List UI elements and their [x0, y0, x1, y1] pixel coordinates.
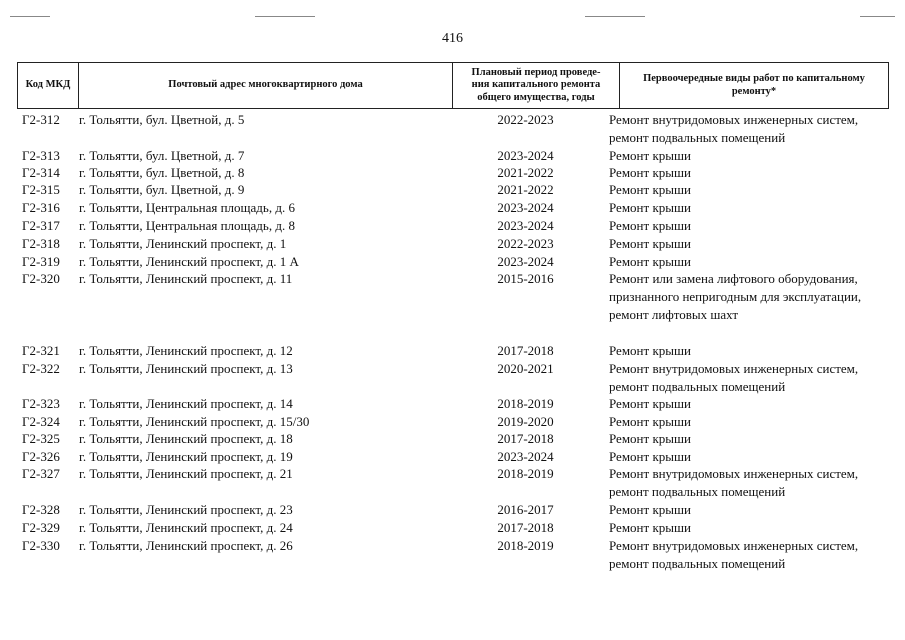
page-number: 416 [442, 31, 463, 46]
priority-works [609, 395, 889, 413]
repair-period: 2023-2024 [497, 200, 554, 215]
priority-works [609, 253, 889, 271]
priority-works [609, 430, 889, 448]
priority-works [609, 537, 889, 573]
postal-address: г. Тольятти, Ленинский проспект, д. 23 [79, 502, 293, 517]
priority-works-line: Ремонт крыши [609, 343, 691, 358]
header-period-line: общего имущества, годы [477, 91, 595, 103]
header-works-line: Первоочередные виды работ по капитальному [643, 73, 865, 84]
postal-address: г. Тольятти, бул. Цветной, д. 8 [79, 165, 245, 180]
postal-address: г. Тольятти, бул. Цветной, д. 5 [79, 112, 245, 127]
repair-period: 2018-2019 [497, 538, 554, 553]
priority-works-line: Ремонт крыши [609, 254, 691, 269]
mkd-code: Г2-326 [22, 449, 60, 464]
postal-address: г. Тольятти, Ленинский проспект, д. 15/30 [79, 414, 310, 429]
mkd-code: Г2-330 [22, 538, 60, 553]
mkd-code: Г2-315 [22, 182, 60, 197]
mkd-code: Г2-320 [22, 271, 60, 286]
header-works [620, 63, 888, 108]
scan-artifact [255, 16, 315, 17]
priority-works-line: Ремонт крыши [609, 182, 691, 197]
priority-works [609, 501, 889, 519]
mkd-code: Г2-325 [22, 431, 60, 446]
priority-works-line: ремонт подвальных помещений [609, 484, 786, 499]
priority-works [609, 147, 889, 165]
repair-period: 2023-2024 [497, 254, 554, 269]
postal-address: г. Тольятти, Ленинский проспект, д. 24 [79, 520, 293, 535]
priority-works-line: Ремонт внутридомовых инженерных систем, [609, 361, 859, 376]
priority-works-line: ремонт подвальных помещений [609, 556, 786, 571]
priority-works [609, 164, 889, 182]
postal-address: г. Тольятти, Ленинский проспект, д. 18 [79, 431, 293, 446]
priority-works [609, 199, 889, 217]
repair-period: 2017-2018 [497, 520, 554, 535]
repair-period: 2017-2018 [497, 343, 554, 358]
postal-address: г. Тольятти, Центральная площадь, д. 8 [79, 218, 295, 233]
postal-address: г. Тольятти, бул. Цветной, д. 7 [79, 148, 245, 163]
priority-works-line: Ремонт крыши [609, 148, 691, 163]
priority-works-line: Ремонт крыши [609, 414, 691, 429]
repair-period: 2023-2024 [497, 218, 554, 233]
postal-address: г. Тольятти, Ленинский проспект, д. 26 [79, 538, 293, 553]
priority-works-line: Ремонт крыши [609, 502, 691, 517]
scan-artifact [860, 16, 895, 17]
mkd-code: Г2-313 [22, 148, 60, 163]
priority-works [609, 235, 889, 253]
priority-works-line: Ремонт внутридомовых инженерных систем, [609, 112, 859, 127]
header-period [453, 63, 620, 108]
postal-address: г. Тольятти, Ленинский проспект, д. 14 [79, 396, 293, 411]
mkd-code: Г2-323 [22, 396, 60, 411]
postal-address: г. Тольятти, Ленинский проспект, д. 19 [79, 449, 293, 464]
header-period-line: Плановый период проведе- [471, 66, 601, 78]
priority-works-line: ремонт подвальных помещений [609, 130, 786, 145]
repair-period: 2017-2018 [497, 431, 554, 446]
repair-period: 2023-2024 [497, 148, 554, 163]
postal-address: г. Тольятти, Ленинский проспект, д. 12 [79, 343, 293, 358]
priority-works [609, 448, 889, 466]
repair-period: 2022-2023 [497, 236, 554, 251]
mkd-code: Г2-322 [22, 361, 60, 376]
priority-works [609, 217, 889, 235]
priority-works [609, 181, 889, 199]
mkd-code: Г2-324 [22, 414, 60, 429]
postal-address: г. Тольятти, Ленинский проспект, д. 1 А [79, 254, 299, 269]
postal-address: г. Тольятти, Ленинский проспект, д. 13 [79, 361, 293, 376]
priority-works-line: ремонт подвальных помещений [609, 379, 786, 394]
repair-period: 2023-2024 [497, 449, 554, 464]
repair-period: 2019-2020 [497, 414, 554, 429]
mkd-code: Г2-319 [22, 254, 60, 269]
repair-period: 2015-2016 [497, 271, 554, 286]
priority-works-line: Ремонт или замена лифтового оборудования, [609, 271, 858, 286]
priority-works [609, 342, 889, 360]
mkd-code: Г2-329 [22, 520, 60, 535]
postal-address: г. Тольятти, Центральная площадь, д. 6 [79, 200, 295, 215]
priority-works [609, 465, 889, 501]
mkd-code: Г2-321 [22, 343, 60, 358]
priority-works-line: Ремонт внутридомовых инженерных систем, [609, 538, 859, 553]
priority-works-line: Ремонт крыши [609, 396, 691, 411]
priority-works-line: ремонт лифтовых шахт [609, 307, 739, 322]
postal-address: г. Тольятти, бул. Цветной, д. 9 [79, 182, 245, 197]
priority-works [609, 413, 889, 431]
postal-address: г. Тольятти, Ленинский проспект, д. 11 [79, 271, 293, 286]
mkd-code: Г2-312 [22, 112, 60, 127]
priority-works [609, 111, 889, 147]
repair-period: 2022-2023 [497, 112, 554, 127]
priority-works-line: Ремонт внутридомовых инженерных систем, [609, 466, 859, 481]
mkd-code: Г2-317 [22, 218, 60, 233]
table-header [17, 62, 889, 109]
repair-period: 2018-2019 [497, 466, 554, 481]
priority-works-line: Ремонт крыши [609, 200, 691, 215]
priority-works [609, 519, 889, 537]
priority-works-line: признанного непригодным для эксплуатации, [609, 289, 862, 304]
postal-address: г. Тольятти, Ленинский проспект, д. 21 [79, 466, 293, 481]
priority-works-line: Ремонт крыши [609, 520, 691, 535]
priority-works-line: Ремонт крыши [609, 165, 691, 180]
scan-artifact [10, 16, 50, 17]
priority-works [609, 360, 889, 396]
mkd-code: Г2-314 [22, 165, 60, 180]
header-works-line: ремонту* [731, 85, 777, 97]
scan-artifact [585, 16, 645, 17]
priority-works-line: Ремонт крыши [609, 431, 691, 446]
header-period-line: ния капитального ремонта [471, 79, 601, 91]
mkd-code: Г2-318 [22, 236, 60, 251]
mkd-code: Г2-328 [22, 502, 60, 517]
repair-period: 2021-2022 [497, 165, 554, 180]
repair-period: 2020-2021 [497, 361, 554, 376]
mkd-code: Г2-327 [22, 466, 60, 481]
priority-works [609, 270, 889, 324]
header-code: Код МКД [18, 63, 79, 108]
repair-period: 2018-2019 [497, 396, 554, 411]
mkd-code: Г2-316 [22, 200, 60, 215]
repair-period: 2016-2017 [497, 502, 554, 517]
priority-works-line: Ремонт крыши [609, 218, 691, 233]
priority-works-line: Ремонт крыши [609, 236, 691, 251]
priority-works-line: Ремонт крыши [609, 449, 691, 464]
header-address: Почтовый адрес многоквартирного дома [79, 63, 453, 108]
postal-address: г. Тольятти, Ленинский проспект, д. 1 [79, 236, 287, 251]
repair-period: 2021-2022 [497, 182, 554, 197]
